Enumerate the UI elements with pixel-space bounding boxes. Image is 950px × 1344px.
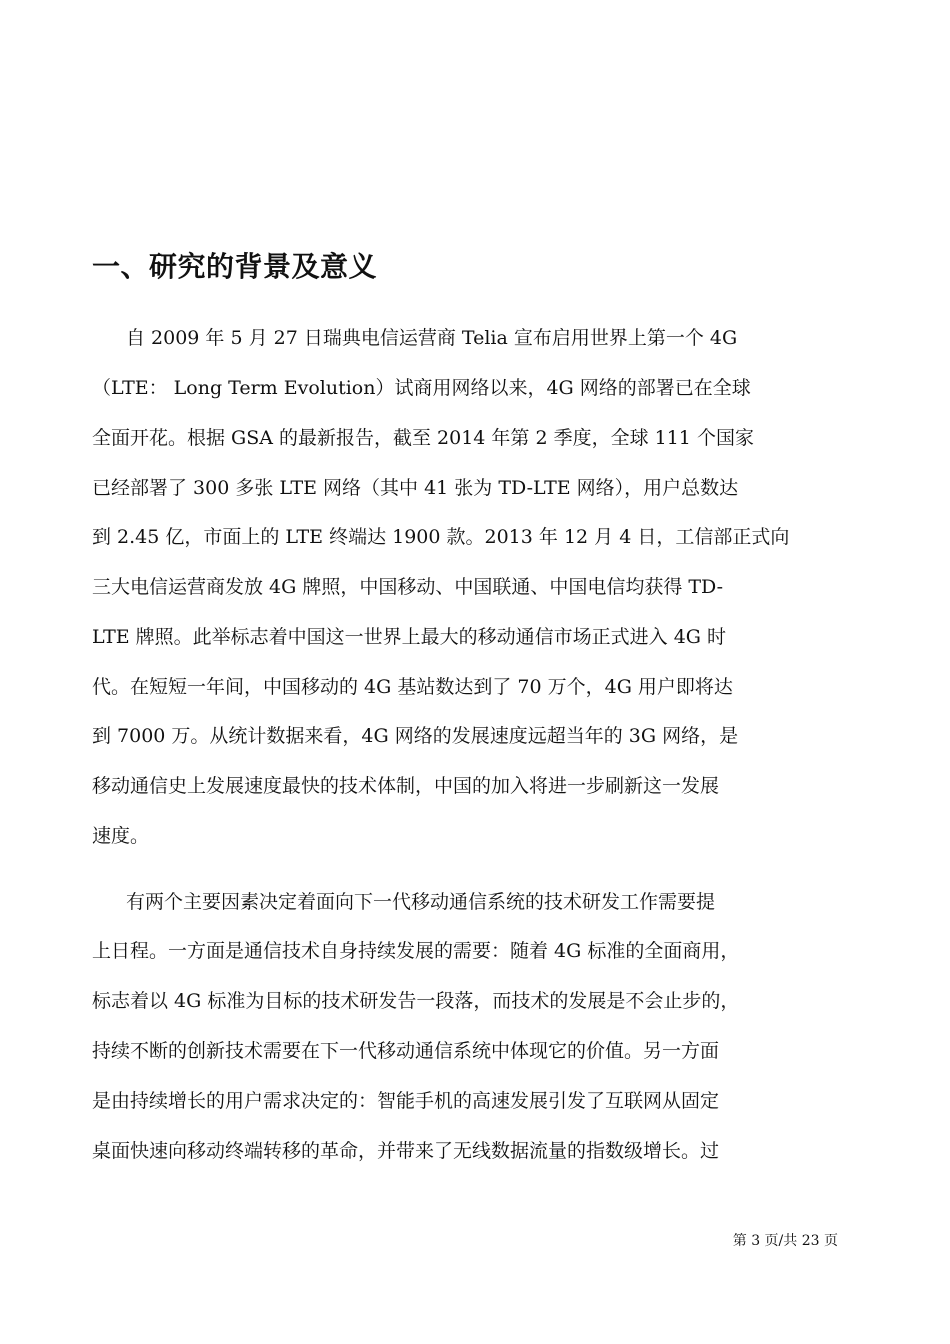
section-heading: 一、研究的背景及意义 bbox=[92, 250, 378, 283]
text-line: 有两个主要因素决定着面向下一代移动通信系统的技术研发工作需要提 bbox=[126, 891, 716, 913]
text-line: 速度。 bbox=[92, 825, 150, 847]
text-line: 到 2.45 亿，市面上的 LTE 终端达 1900 款。2013 年 12 月 4 日，工信部正式向 bbox=[92, 526, 790, 548]
text-line: 移动通信史上发展速度最快的技术体制，中国的加入将进一步刷新这一发展 bbox=[92, 775, 720, 797]
text-line: 标志着以 4G 标准为目标的技术研发告一段落，而技术的发展是不会止步的， bbox=[92, 990, 740, 1012]
text-line: 三大电信运营商发放 4G 牌照，中国移动、中国联通、中国电信均获得 TD- bbox=[92, 576, 724, 598]
text-line: 到 7000 万。从统计数据来看，4G 网络的发展速度远超当年的 3G 网络，是 bbox=[92, 725, 739, 747]
text-line: LTE 牌照。此举标志着中国这一世界上最大的移动通信市场正式进入 4G 时 bbox=[92, 626, 726, 648]
text-line: 全面开花。根据 GSA 的最新报告，截至 2014 年第 2 季度，全球 111 个国家 bbox=[92, 427, 754, 449]
text-line: 桌面快速向移动终端转移的革命，并带来了无线数据流量的指数级增长。过 bbox=[92, 1140, 720, 1162]
text-line: 自 2009 年 5 月 27 日瑞典电信运营商 Telia 宣布启用世界上第一个 4G bbox=[126, 327, 738, 349]
text-line: （LTE： Long Term Evolution）试商用网络以来，4G 网络的部署已在全球 bbox=[92, 377, 751, 399]
text-line: 代。在短短一年间，中国移动的 4G 基站数达到了 70 万个，4G 用户即将达 bbox=[92, 676, 733, 698]
text-line: 已经部署了 300 多张 LTE 网络（其中 41 张为 TD-LTE 网络），用户总数达 bbox=[92, 477, 739, 499]
text-line: 是由持续增长的用户需求决定的：智能手机的高速发展引发了互联网从固定 bbox=[92, 1090, 720, 1112]
text-line: 上日程。一方面是通信技术自身持续发展的需要：随着 4G 标准的全面商用， bbox=[92, 940, 740, 962]
page-number-footer: 第 3 页/共 23 页 bbox=[732, 1233, 838, 1249]
text-line: 持续不断的创新技术需要在下一代移动通信系统中体现它的价值。另一方面 bbox=[92, 1040, 720, 1062]
